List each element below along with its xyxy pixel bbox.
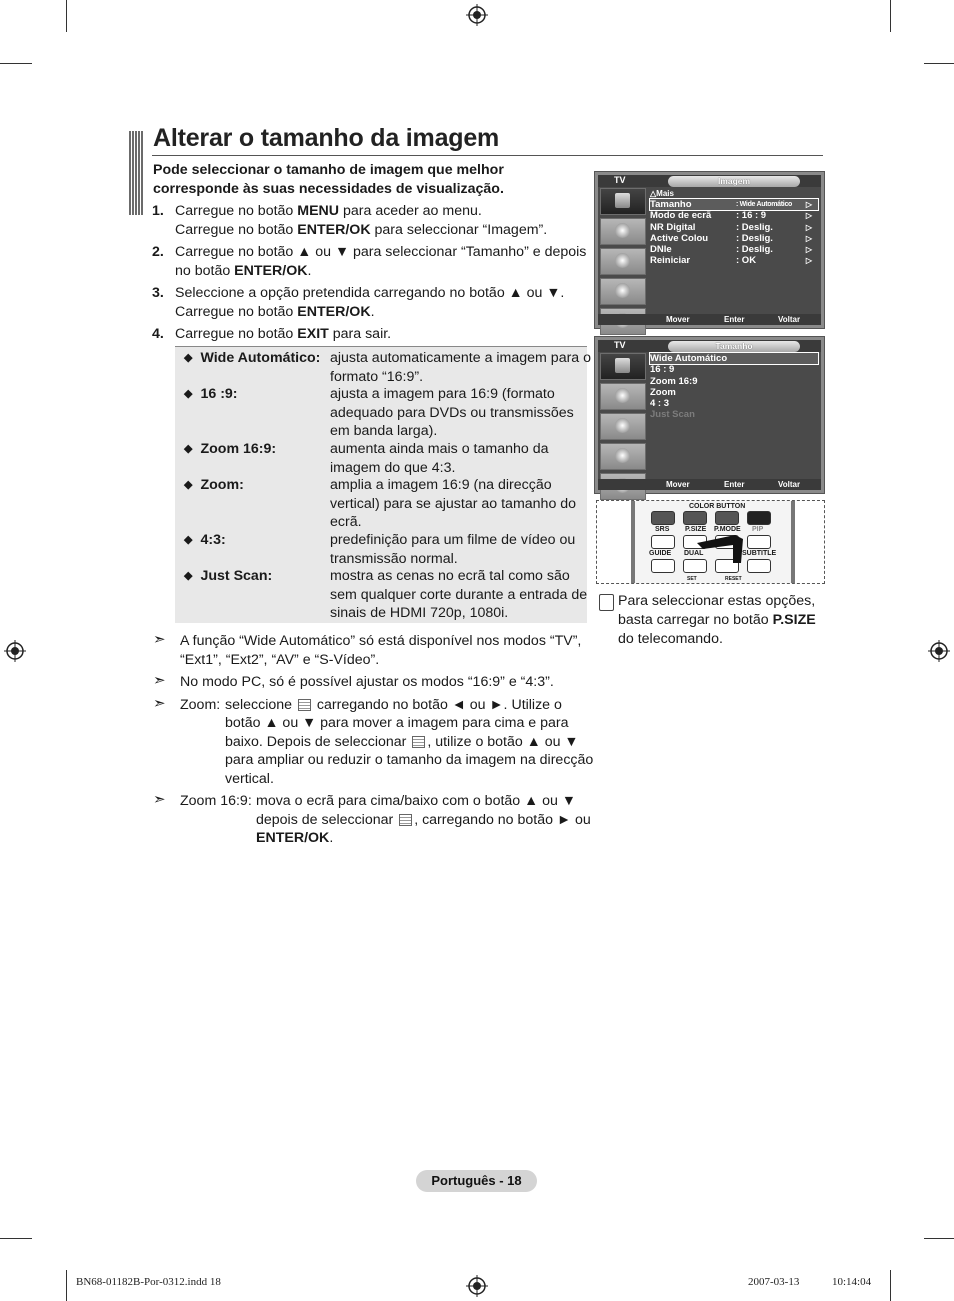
osd-menu-item[interactable] <box>650 233 818 244</box>
option-description: ajusta automaticamente a imagem para o formato “16:9”. <box>330 350 592 385</box>
sound-icon <box>600 383 646 410</box>
osd-arrow-icon: ▷ <box>805 200 812 209</box>
osd-item-label: DNIe <box>650 244 672 256</box>
text-run: do telecomando. <box>618 631 723 647</box>
osd-header <box>598 340 821 352</box>
registration-mark-icon <box>928 640 950 662</box>
remote-label-guide: GUIDE <box>649 550 672 557</box>
step-number: 3. <box>152 285 164 301</box>
option-description: mostra as cenas no ecrã tal como são sem qualquer corte durante a entrada de sinais de HDMI 720p, 1080i. <box>330 568 588 621</box>
step-number: 4. <box>152 326 164 342</box>
time-slug: 10:14:04 <box>832 1276 872 1288</box>
setup-icon <box>600 278 646 305</box>
page-number: Português - 18 <box>416 1170 537 1192</box>
osd-item-label: 16 : 9 <box>650 364 675 376</box>
osd-item-value: : Deslig. <box>736 221 773 233</box>
option-label-text: 4:3: <box>200 532 226 548</box>
remote-control-illustration <box>596 500 825 584</box>
text-run: . <box>370 303 375 320</box>
osd-item-label: Just Scan <box>650 409 695 421</box>
option-label-text: Wide Automático: <box>200 350 321 366</box>
step-item <box>152 202 592 239</box>
crop-mark <box>0 63 32 64</box>
text-run: seleccione <box>225 696 296 713</box>
osd-menu-item[interactable] <box>650 364 818 375</box>
osd-menu-item[interactable] <box>650 210 818 221</box>
tip-note <box>599 592 824 649</box>
remote-label-psize: P.SIZE <box>685 526 707 533</box>
button-name: ENTER/OK <box>256 830 330 846</box>
osd-footer-enter: Enter <box>724 315 745 324</box>
option-label <box>184 567 272 587</box>
osd-menu-item[interactable] <box>650 398 818 409</box>
option-label-text: Just Scan: <box>200 568 273 584</box>
osd-item-value: : Deslig. <box>736 244 773 256</box>
osd-picture-menu <box>594 171 825 329</box>
notes-list <box>153 632 598 852</box>
osd-item-label: 4 : 3 <box>650 398 670 410</box>
title-side-bar <box>129 131 143 215</box>
osd-footer-move: Mover <box>666 315 690 324</box>
text-run: A função “Wide Automático” só está disponível nos modos “TV”, “Ext1”, “Ext2”, “AV” e “S-Vídeo”. <box>180 633 582 668</box>
option-description: aumenta ainda mais o tamanho da imagem do que 4:3. <box>330 441 549 476</box>
text-run: para sair. <box>328 326 392 342</box>
button-name: ENTER/OK <box>297 303 371 320</box>
text-run: Carregue no botão ▲ ou ▼ para seleccionar “Tamanho” e depois no botão <box>175 244 587 279</box>
osd-footer <box>598 479 821 490</box>
remote-color-button <box>683 511 707 525</box>
osd-menu-item[interactable] <box>650 353 818 364</box>
diamond-bullet-icon: ◆ <box>184 388 193 400</box>
title-rule <box>152 155 823 156</box>
diamond-bullet-icon: ◆ <box>184 443 193 455</box>
remote-button <box>651 535 675 549</box>
osd-item-label: Tamanho <box>650 199 692 210</box>
option-description: amplia a imagem 16:9 (na direcção vertical) para se ajustar ao tamanho do ecrã. <box>330 477 577 530</box>
text-run: para aceder ao menu. <box>339 203 482 219</box>
button-name: EXIT <box>297 326 329 342</box>
crop-mark <box>66 0 67 32</box>
text-run: para seleccionar “Imagem”. <box>370 221 548 238</box>
osd-footer <box>598 314 821 325</box>
file-slug: BN68-01182B-Por-0312.indd 18 <box>76 1276 221 1288</box>
remote-label-dual: DUAL <box>684 550 704 557</box>
text-run: No modo PC, só é possível ajustar os modos “16:9” e “4:3”. <box>180 674 554 690</box>
osd-item-label: NR Digital <box>650 221 696 233</box>
note-item <box>153 696 598 789</box>
osd-tab: TV <box>614 175 626 185</box>
text-run: Seleccione a opção pretendida carregando no botão ▲ ou ▼. Carregue no botão <box>175 285 565 320</box>
diamond-bullet-icon: ◆ <box>184 534 193 546</box>
option-label-text: 16 :9: <box>200 386 238 402</box>
osd-menu-title: Tamanho <box>668 341 800 352</box>
osd-item-value: : Wide Automático <box>736 201 793 208</box>
remote-color-button <box>747 511 771 525</box>
osd-tab: TV <box>614 340 626 350</box>
osd-footer-back: Voltar <box>778 315 801 324</box>
osd-menu-item[interactable] <box>650 376 818 387</box>
osd-item-value: : Deslig. <box>736 232 773 244</box>
option-label-text: Zoom 16:9: <box>200 441 277 457</box>
option-label <box>184 440 276 460</box>
size-options-table <box>175 346 592 623</box>
remote-color-label: COLOR BUTTON <box>689 503 746 510</box>
remote-button <box>747 535 771 549</box>
osd-item-value: : OK <box>736 255 757 267</box>
note-item <box>153 673 598 692</box>
text-run: Carregue no botão <box>175 203 298 219</box>
channel-icon <box>600 413 646 440</box>
diamond-bullet-icon: ◆ <box>184 570 193 582</box>
osd-menu-item[interactable] <box>650 255 818 266</box>
step-item <box>152 325 592 344</box>
remote-body <box>631 501 795 583</box>
osd-arrow-icon: ▷ <box>805 211 812 221</box>
osd-more-label: △Mais <box>650 189 674 198</box>
option-label <box>184 349 320 369</box>
osd-item-label: Active Colou <box>650 232 709 244</box>
date-slug: 2007-03-13 <box>748 1276 800 1288</box>
crop-mark <box>890 1270 891 1301</box>
diamond-bullet-icon: ◆ <box>184 352 193 364</box>
remote-label-pmode: P.MODE <box>714 526 741 533</box>
remote-color-button <box>715 511 739 525</box>
osd-header <box>598 175 821 187</box>
option-label <box>184 385 238 405</box>
osd-menu-item[interactable] <box>650 244 818 255</box>
osd-item-label: Modo de ecrã <box>650 210 712 222</box>
osd-menu-item[interactable] <box>650 222 818 233</box>
remote-color-button <box>651 511 675 525</box>
option-label-text: Zoom: <box>200 477 244 493</box>
intro-text: Pode seleccionar o tamanho de imagem que melhor corresponde às suas necessidades de visualização. <box>153 162 504 197</box>
osd-item-label: Zoom <box>650 386 676 398</box>
step-number: 2. <box>152 244 164 260</box>
osd-arrow-icon: ▷ <box>805 256 812 266</box>
zoom-position-icon <box>399 814 412 826</box>
option-label <box>184 531 226 551</box>
osd-item-label: Zoom 16:9 <box>650 375 698 387</box>
button-name: P.SIZE <box>772 612 816 628</box>
remote-button <box>747 559 771 573</box>
step-number: 1. <box>152 203 164 219</box>
note-arrow-icon: ➣ <box>153 672 166 689</box>
note-item <box>153 792 598 848</box>
zoom-position-icon <box>298 699 311 711</box>
remote-label-pip: PIP <box>752 526 764 533</box>
diamond-bullet-icon: ◆ <box>184 479 193 491</box>
button-name: ENTER/OK <box>234 262 308 279</box>
osd-menu-list <box>650 188 818 311</box>
text-run: Para seleccionar estas opções, basta carregar no botão <box>618 593 816 628</box>
osd-size-menu <box>594 336 825 494</box>
text-run: Carregue no botão <box>175 326 298 342</box>
osd-menu-list <box>650 353 818 476</box>
text-run: Carregue no botão <box>175 221 298 238</box>
osd-item-label: Reiniciar <box>650 255 691 267</box>
note-lead: Zoom: <box>180 696 221 713</box>
osd-menu-item[interactable] <box>650 387 818 398</box>
osd-footer-back: Voltar <box>778 480 801 489</box>
note-arrow-icon: ➣ <box>153 694 166 712</box>
note-arrow-icon: ➣ <box>153 791 166 808</box>
note-item <box>153 632 598 669</box>
osd-menu-title: Imagem <box>668 176 800 187</box>
osd-arrow-icon: ▷ <box>805 245 812 255</box>
text-run: , utilize o botão ▲ ou ▼ para ampliar ou reduzir o tamanho da imagem na direcção vertical. <box>225 733 594 787</box>
osd-menu-item[interactable] <box>650 409 818 420</box>
text-run: carregando no botão ◄ ou ►. Utilize o botão ▲ ou ▼ para mover a imagem para cima e para baixo. Depois de seleccionar <box>225 696 569 750</box>
remote-label-set: SET <box>687 576 697 582</box>
osd-item-label: Wide Automático <box>650 353 728 364</box>
registration-mark-icon <box>466 1275 488 1297</box>
text-run: . <box>307 262 312 279</box>
step-item <box>152 243 592 280</box>
text-run: , carregando no botão ► ou <box>414 811 591 828</box>
registration-mark-icon <box>4 640 26 662</box>
text-run: mova o ecrã para cima/baixo com o botão ▲ ou ▼ depois de seleccionar <box>256 793 576 828</box>
osd-arrow-icon: ▷ <box>805 222 812 232</box>
crop-mark <box>890 0 891 32</box>
text-run: . <box>329 830 334 846</box>
step-item <box>152 284 592 321</box>
option-description: ajusta a imagem para 16:9 (formato adequado para DVDs ou transmissões em banda larga). <box>330 386 574 439</box>
osd-menu-item[interactable] <box>650 199 818 210</box>
crop-mark <box>66 1270 67 1301</box>
button-name: MENU <box>297 203 340 219</box>
remote-label-reset: RESET <box>725 576 742 582</box>
crop-mark <box>924 1238 954 1239</box>
remote-label-srs: SRS <box>655 526 670 533</box>
note-icon <box>599 594 614 611</box>
sound-icon <box>600 218 646 245</box>
osd-footer-enter: Enter <box>724 480 745 489</box>
zoom-position-icon <box>412 736 425 748</box>
osd-item-value: : 16 : 9 <box>736 210 767 222</box>
osd-category-icons <box>600 353 646 478</box>
osd-category-icons <box>600 188 646 313</box>
picture-icon <box>600 188 646 215</box>
osd-arrow-icon: ▷ <box>805 233 812 243</box>
remote-button <box>651 559 675 573</box>
pointer-arrow-icon <box>697 535 747 563</box>
button-name: ENTER/OK <box>297 221 371 238</box>
channel-icon <box>600 248 646 275</box>
picture-icon <box>600 353 646 380</box>
option-label <box>184 476 244 496</box>
registration-mark-icon <box>466 4 488 26</box>
note-lead: Zoom 16:9: <box>180 793 252 809</box>
setup-icon <box>600 443 646 470</box>
crop-mark <box>0 1238 32 1239</box>
option-description: predefinição para um filme de vídeo ou transmissão normal. <box>330 532 576 567</box>
page-title: Alterar o tamanho da imagem <box>153 124 500 152</box>
steps-list <box>152 202 592 348</box>
tip-text <box>599 592 824 649</box>
note-arrow-icon: ➣ <box>153 631 166 648</box>
remote-label-subtitle: SUBTITLE <box>742 550 777 557</box>
crop-mark <box>924 63 954 64</box>
osd-footer-move: Mover <box>666 480 690 489</box>
